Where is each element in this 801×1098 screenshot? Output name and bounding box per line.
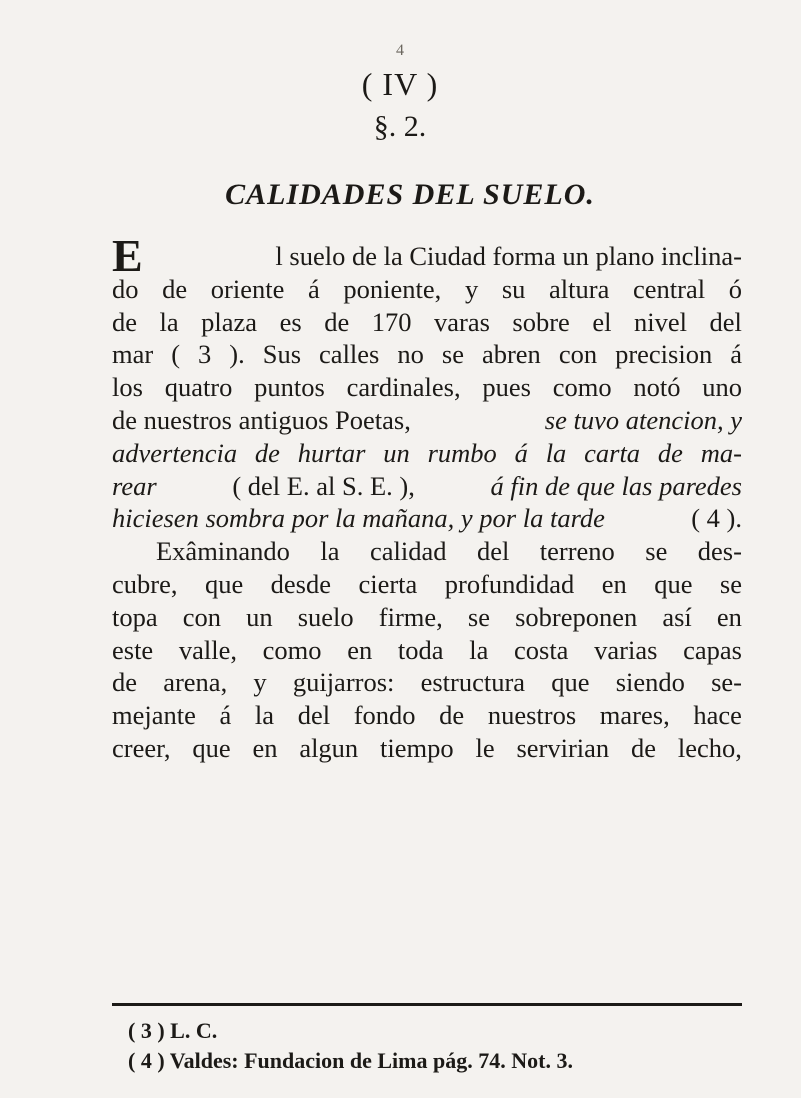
footnote: ( 3 ) L. C. bbox=[128, 1018, 218, 1043]
word: nuestros bbox=[487, 700, 577, 731]
word: ma- bbox=[700, 437, 742, 468]
text-line bbox=[112, 404, 742, 437]
word: la bbox=[159, 306, 179, 337]
word: siendo bbox=[615, 667, 685, 698]
word: lecho, bbox=[677, 732, 742, 763]
word: de bbox=[439, 700, 465, 731]
word: servirian bbox=[516, 732, 610, 763]
word: plaza bbox=[201, 306, 258, 337]
word: hurtar bbox=[297, 437, 366, 468]
body-text bbox=[112, 230, 742, 765]
word: en bbox=[601, 568, 627, 599]
word: fondo bbox=[353, 700, 416, 731]
text-line bbox=[112, 634, 742, 667]
text-line bbox=[112, 666, 742, 699]
footnote-ref: ( 4 ). bbox=[691, 503, 742, 534]
word: central bbox=[633, 273, 706, 304]
section-title: CALIDADES DEL SUELO. bbox=[225, 178, 595, 211]
italic-quote: á fin de que las paredes bbox=[490, 470, 742, 501]
word: del bbox=[297, 700, 331, 731]
word: poniente, bbox=[343, 273, 442, 304]
text-line bbox=[112, 273, 742, 306]
text-line bbox=[112, 732, 742, 765]
word: el bbox=[592, 306, 612, 337]
word: terreno bbox=[539, 536, 615, 567]
text-line bbox=[112, 230, 742, 281]
word: de bbox=[657, 437, 683, 468]
word: sobreponen bbox=[515, 601, 638, 632]
line-text: l suelo de la Ciudad forma un plano inclina- bbox=[275, 241, 742, 271]
text-line bbox=[112, 601, 742, 634]
word: ). bbox=[229, 339, 245, 370]
text-line bbox=[112, 338, 742, 371]
word: costa bbox=[514, 634, 569, 665]
word: es bbox=[279, 306, 302, 337]
italic-quote: hiciesen sombra por la mañana, y por la tarde bbox=[112, 503, 605, 534]
word: nivel bbox=[633, 306, 687, 337]
word: que bbox=[551, 667, 590, 698]
word: en bbox=[347, 634, 373, 665]
word: como bbox=[552, 372, 612, 403]
word: su bbox=[501, 273, 526, 304]
word: tiempo bbox=[380, 732, 454, 763]
word: varas bbox=[433, 306, 490, 337]
word: no bbox=[397, 339, 424, 370]
word: á bbox=[514, 437, 528, 468]
word: advertencia bbox=[112, 437, 238, 468]
word: un bbox=[246, 601, 273, 632]
word: que bbox=[654, 568, 693, 599]
word: hace bbox=[693, 700, 742, 731]
word: de bbox=[162, 273, 188, 304]
page-number: ( IV ) bbox=[361, 66, 439, 102]
italic-quote: rear bbox=[112, 470, 157, 501]
word: á bbox=[730, 339, 742, 370]
word: ó bbox=[728, 273, 742, 304]
word: varias bbox=[594, 634, 658, 665]
word: altura bbox=[549, 273, 610, 304]
word: pues bbox=[482, 372, 531, 403]
word: se bbox=[467, 601, 490, 632]
word: notó bbox=[633, 372, 681, 403]
text-line bbox=[112, 699, 742, 732]
word: capas bbox=[683, 634, 742, 665]
word: arena, bbox=[163, 667, 228, 698]
word: do bbox=[112, 273, 139, 304]
footnote-divider bbox=[112, 1003, 742, 1006]
word: se- bbox=[711, 667, 742, 698]
word: á bbox=[219, 700, 232, 731]
text-line bbox=[112, 535, 742, 568]
text-line bbox=[112, 306, 742, 339]
italic-quote: se tuvo atencion, y bbox=[544, 404, 742, 435]
word: toda bbox=[397, 634, 444, 665]
word: Exâminando bbox=[156, 536, 290, 567]
page-mark: 4 bbox=[396, 42, 404, 59]
word: precision bbox=[615, 339, 713, 370]
word: que bbox=[204, 568, 244, 599]
section-number: §. 2. bbox=[373, 110, 427, 143]
word: 170 bbox=[371, 306, 412, 337]
word: de bbox=[254, 437, 280, 468]
word: cierta bbox=[358, 568, 418, 599]
word: firme, bbox=[378, 601, 443, 632]
word: los bbox=[112, 372, 143, 403]
word: del bbox=[709, 306, 742, 337]
word: mar bbox=[112, 339, 154, 370]
word: de bbox=[112, 667, 138, 698]
word: mares, bbox=[599, 700, 670, 731]
footnotes bbox=[128, 1018, 728, 1078]
line-text: ( del E. al S. E. ), bbox=[232, 470, 415, 501]
word: se bbox=[645, 536, 668, 567]
text-line bbox=[112, 371, 742, 404]
word: de bbox=[324, 306, 350, 337]
word: valle, bbox=[178, 634, 237, 665]
line-text: de nuestros antiguos Poetas, bbox=[112, 404, 411, 435]
word: como bbox=[262, 634, 322, 665]
word: uno bbox=[702, 372, 742, 403]
word: rumbo bbox=[427, 437, 497, 468]
word: un bbox=[383, 437, 410, 468]
word: abren bbox=[481, 339, 541, 370]
word: y bbox=[464, 273, 479, 304]
word: guijarros: bbox=[292, 667, 395, 698]
word: carta bbox=[584, 437, 641, 468]
word: de bbox=[631, 732, 657, 763]
word: así bbox=[662, 601, 692, 632]
word: des- bbox=[697, 536, 742, 567]
word: que bbox=[192, 732, 231, 763]
word: y bbox=[253, 667, 267, 698]
word: se bbox=[441, 339, 464, 370]
word: cardinales, bbox=[346, 372, 461, 403]
word: en bbox=[716, 601, 742, 632]
word: con bbox=[182, 601, 221, 632]
text-line bbox=[112, 568, 742, 601]
word: creer, bbox=[112, 732, 171, 763]
word: algun bbox=[299, 732, 359, 763]
word: la bbox=[254, 700, 275, 731]
dropcap: E bbox=[112, 230, 143, 281]
word: quatro bbox=[164, 372, 233, 403]
word: profundidad bbox=[444, 568, 575, 599]
word: la bbox=[469, 634, 489, 665]
word: sobre bbox=[512, 306, 570, 337]
word: con bbox=[558, 339, 598, 370]
word: mejante bbox=[112, 700, 196, 731]
text-line bbox=[112, 470, 742, 503]
word: estructura bbox=[420, 667, 526, 698]
word: de bbox=[112, 306, 138, 337]
word: calidad bbox=[369, 536, 447, 567]
footnote: ( 4 ) Valdes: Fundacion de Lima pág. 74. Not. 3. bbox=[128, 1048, 573, 1073]
word: este bbox=[112, 634, 154, 665]
word: ( bbox=[171, 339, 181, 370]
word: puntos bbox=[254, 372, 325, 403]
word: calles bbox=[319, 339, 380, 370]
text-line bbox=[112, 437, 742, 470]
word: 3 bbox=[198, 339, 212, 370]
word: en bbox=[252, 732, 278, 763]
word: se bbox=[719, 568, 742, 599]
word: la bbox=[320, 536, 340, 567]
text-line bbox=[112, 502, 742, 535]
word: á bbox=[308, 273, 320, 304]
word: suelo bbox=[297, 601, 354, 632]
word: desde bbox=[270, 568, 331, 599]
word: Sus bbox=[262, 339, 302, 370]
word: del bbox=[476, 536, 510, 567]
word: le bbox=[475, 732, 495, 763]
word: la bbox=[545, 437, 567, 468]
word: topa bbox=[112, 601, 158, 632]
word: oriente bbox=[210, 273, 285, 304]
word: cubre, bbox=[112, 568, 178, 599]
